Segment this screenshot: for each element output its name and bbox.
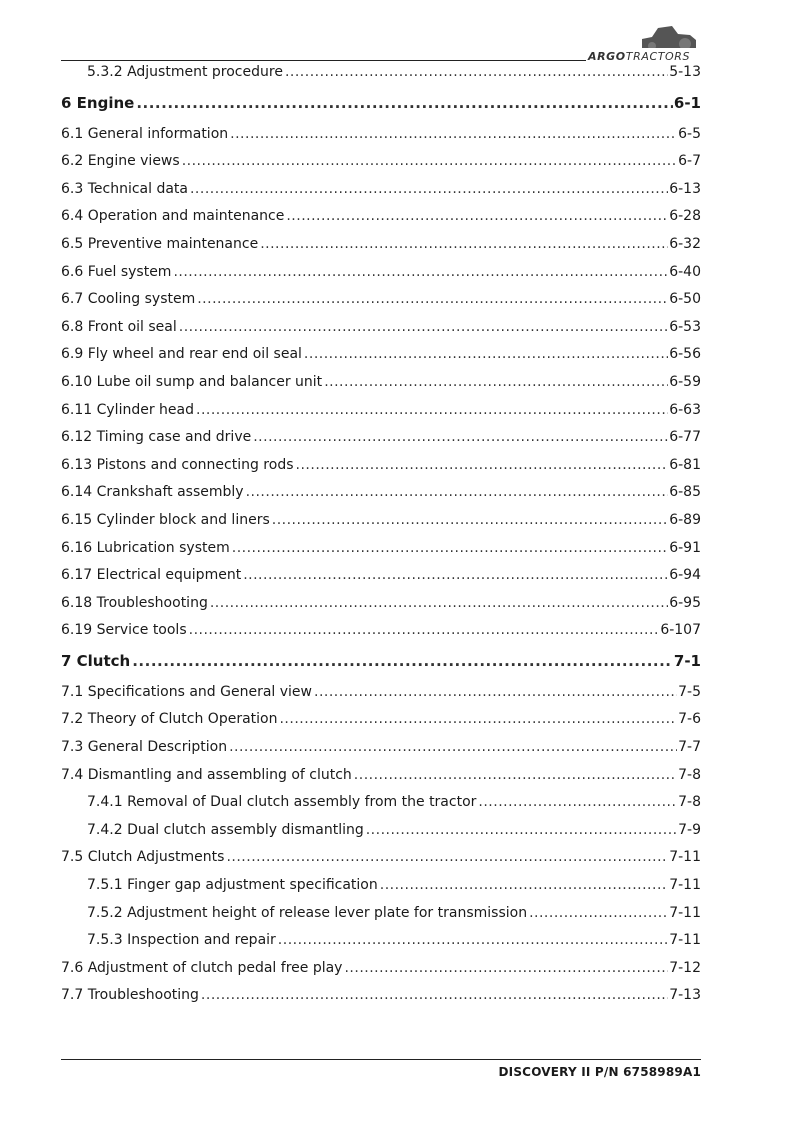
toc-entry-label: 6.16 Lubrication system (61, 539, 230, 556)
toc-entry-page: 7-6 (678, 711, 701, 728)
toc-entry[interactable] (61, 346, 701, 374)
toc-entry[interactable] (61, 153, 701, 181)
toc-leader-dots (344, 960, 668, 976)
toc-entry-label: 7.6 Adjustment of clutch pedal free play (61, 959, 343, 976)
toc-leader-dots (196, 402, 668, 418)
brand-bold: ARGO (588, 50, 626, 63)
toc-entry[interactable] (61, 711, 701, 739)
toc-leader-dots (253, 429, 668, 445)
toc-leader-dots (366, 822, 677, 838)
toc-leader-dots (279, 711, 677, 727)
toc-entry-label: 7.1 Specifications and General view (61, 683, 312, 700)
toc-entry-page: 6-13 (669, 180, 701, 197)
toc-entry-page: 6-1 (673, 93, 701, 112)
toc-entry[interactable] (61, 94, 701, 124)
toc-leader-dots (226, 849, 668, 865)
toc-entry[interactable] (61, 960, 701, 988)
toc-entry[interactable] (61, 126, 701, 154)
toc-entry[interactable] (61, 684, 701, 712)
toc-entry[interactable] (61, 905, 701, 933)
toc-entry[interactable] (61, 181, 701, 209)
toc-entry-page: 7-8 (678, 794, 701, 811)
toc-entry-label: 7 Clutch (61, 651, 131, 670)
toc-entry-label: 6.13 Pistons and connecting rods (61, 456, 294, 473)
toc-entry[interactable] (61, 652, 701, 682)
toc-entry-label: 6.17 Electrical equipment (61, 567, 242, 584)
toc-entry[interactable] (61, 540, 701, 568)
toc-entry-page: 6-5 (678, 125, 701, 142)
toc-entry[interactable] (61, 236, 701, 264)
toc-leader-dots (189, 622, 660, 638)
toc-leader-dots (278, 932, 668, 948)
toc-entry[interactable] (61, 208, 701, 236)
toc-entry-label: 6.7 Cooling system (61, 291, 196, 308)
toc-entry[interactable] (61, 849, 701, 877)
toc-entry-label: 7.5.1 Finger gap adjustment specification (87, 877, 378, 894)
toc-entry-label: 7.5.2 Adjustment height of release lever plate for transmission (87, 904, 528, 921)
tractor-logo-icon (638, 22, 700, 48)
toc-leader-dots (246, 484, 669, 500)
toc-entry-page: 7-7 (678, 739, 701, 756)
toc-entry-page: 7-8 (678, 766, 701, 783)
toc-leader-dots (210, 595, 668, 611)
toc-leader-dots (179, 319, 668, 335)
toc-entry-page: 7-5 (678, 683, 701, 700)
toc-entry-page: 7-1 (673, 651, 701, 670)
toc-entry-label: 6.11 Cylinder head (61, 401, 194, 418)
header-rule (61, 60, 586, 61)
toc-entry-page: 7-13 (669, 987, 701, 1004)
toc-entry-page: 6-40 (669, 263, 701, 280)
toc-leader-dots (478, 794, 677, 810)
toc-leader-dots (260, 236, 668, 252)
toc-leader-dots (286, 208, 668, 224)
toc-entry[interactable] (61, 402, 701, 430)
toc-entry-page: 6-77 (669, 429, 701, 446)
toc-entry-label: 7.5 Clutch Adjustments (61, 849, 225, 866)
toc-entry[interactable] (61, 739, 701, 767)
toc-leader-dots (272, 512, 668, 528)
toc-entry[interactable] (61, 822, 701, 850)
toc-leader-dots (324, 374, 668, 390)
toc-entry-label: 6 Engine (61, 93, 135, 112)
toc-entry[interactable] (61, 767, 701, 795)
footer-rule (61, 1059, 701, 1060)
toc-entry[interactable] (61, 567, 701, 595)
toc-entry-page: 6-89 (669, 511, 701, 528)
toc-entry-label: 6.10 Lube oil sump and balancer unit (61, 373, 323, 390)
toc-leader-dots (314, 684, 677, 700)
toc-entry-label: 6.9 Fly wheel and rear end oil seal (61, 346, 302, 363)
toc-leader-dots (136, 94, 673, 112)
toc-entry-page: 6-85 (669, 484, 701, 501)
brand-rest: TRACTORS (625, 50, 691, 63)
toc-leader-dots (304, 346, 668, 362)
toc-entry-label: 7.4.1 Removal of Dual clutch assembly from the tractor (87, 794, 477, 811)
toc-entry[interactable] (61, 319, 701, 347)
toc-entry[interactable] (61, 512, 701, 540)
toc-entry-label: 6.8 Front oil seal (61, 318, 177, 335)
toc-entry-label: 7.4.2 Dual clutch assembly dismantling (87, 821, 364, 838)
toc-entry-label: 7.2 Theory of Clutch Operation (61, 711, 278, 728)
toc-entry-page: 7-11 (669, 932, 701, 949)
toc-leader-dots (230, 126, 677, 142)
toc-entry-page: 7-11 (669, 877, 701, 894)
toc-entry[interactable] (61, 987, 701, 1015)
toc-entry-page: 6-94 (669, 567, 701, 584)
toc-entry[interactable] (61, 374, 701, 402)
toc-leader-dots (529, 905, 668, 921)
toc-entry-page: 6-107 (660, 622, 701, 639)
toc-leader-dots (197, 291, 668, 307)
toc-entry-label: 7.3 General Description (61, 739, 228, 756)
footer-document-id: DISCOVERY II P/N 6758989A1 (498, 1065, 701, 1079)
toc-entry-page: 6-50 (669, 291, 701, 308)
toc-entry-label: 6.15 Cylinder block and liners (61, 511, 270, 528)
toc-entry-page: 6-53 (669, 318, 701, 335)
toc-entry-label: 6.2 Engine views (61, 153, 180, 170)
toc-entry-label: 5.3.2 Adjustment procedure (87, 64, 283, 80)
toc-entry-label: 6.19 Service tools (61, 622, 187, 639)
toc-leader-dots (296, 457, 669, 473)
toc-entry-label: 7.5.3 Inspection and repair (87, 932, 276, 949)
toc-entry[interactable] (61, 429, 701, 457)
brand-logo (588, 50, 701, 63)
toc-leader-dots (201, 987, 668, 1003)
toc-entry[interactable] (61, 291, 701, 319)
toc-leader-dots (285, 64, 668, 80)
toc-entry-label: 7.7 Troubleshooting (61, 987, 199, 1004)
toc-entry-page: 6-59 (669, 373, 701, 390)
toc-entry-label: 6.18 Troubleshooting (61, 594, 208, 611)
toc-entry-page: 7-12 (669, 959, 701, 976)
toc-entry-label: 6.5 Preventive maintenance (61, 235, 259, 252)
toc-leader-dots (380, 877, 668, 893)
toc-entry[interactable] (61, 622, 701, 650)
toc-entry[interactable] (61, 794, 701, 822)
toc-entry[interactable] (61, 64, 701, 92)
toc-entry-page: 6-91 (669, 539, 701, 556)
toc-entry[interactable] (61, 264, 701, 292)
toc-entry[interactable] (61, 457, 701, 485)
toc-leader-dots (132, 652, 673, 670)
toc-entry[interactable] (61, 877, 701, 905)
toc-entry-page: 6-56 (669, 346, 701, 363)
toc-entry[interactable] (61, 484, 701, 512)
toc-leader-dots (190, 181, 668, 197)
toc-entry-label: 6.3 Technical data (61, 180, 188, 197)
toc-entry-page: 7-11 (669, 849, 701, 866)
toc-entry-page: 6-32 (669, 235, 701, 252)
toc-entry[interactable] (61, 595, 701, 623)
toc-entry-page: 6-28 (669, 208, 701, 225)
toc-entry-page: 6-63 (669, 401, 701, 418)
toc-entry-label: 6.12 Timing case and drive (61, 429, 252, 446)
toc-entry-label: 6.14 Crankshaft assembly (61, 484, 244, 501)
toc-entry-page: 6-81 (669, 456, 701, 473)
toc-entry-label: 7.4 Dismantling and assembling of clutch (61, 766, 352, 783)
toc-leader-dots (182, 153, 677, 169)
toc-entry-page: 6-7 (678, 153, 701, 170)
toc-entry-label: 6.1 General information (61, 125, 229, 142)
toc-leader-dots (243, 567, 668, 583)
toc-entry-page: 5-13 (669, 64, 701, 80)
toc-entry-page: 6-95 (669, 594, 701, 611)
toc-leader-dots (354, 767, 677, 783)
toc-entry-label: 6.6 Fuel system (61, 263, 172, 280)
toc-entry-page: 7-11 (669, 904, 701, 921)
toc-entry-label: 6.4 Operation and maintenance (61, 208, 285, 225)
toc-entry[interactable] (61, 932, 701, 960)
toc-leader-dots (232, 540, 668, 556)
table-of-contents (61, 64, 701, 1015)
toc-leader-dots (173, 264, 668, 280)
toc-leader-dots (229, 739, 677, 755)
toc-entry-page: 7-9 (678, 821, 701, 838)
